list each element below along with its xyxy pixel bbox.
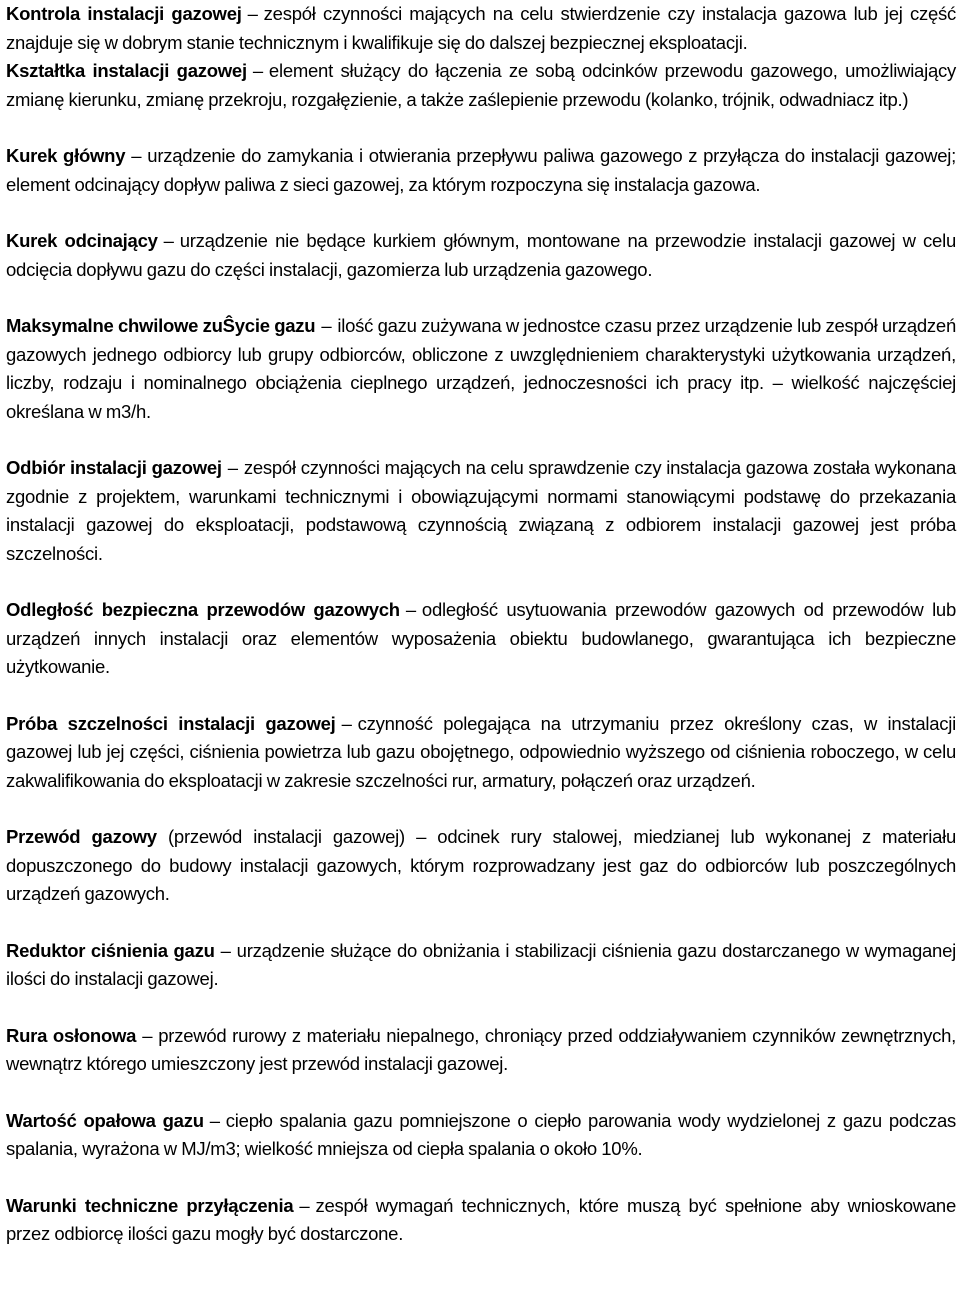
definition-kontrola-instalacji <box>6 0 956 57</box>
definition-term: Próba szczelności instalacji gazowej <box>6 712 336 734</box>
separator-dash: – <box>299 1194 310 1216</box>
definition-term: Wartość opałowa gazu <box>6 1109 204 1131</box>
separator-dash: – <box>163 230 174 251</box>
definition-text: przewód rurowy z materiału niepalnego, chroniący przed oddziaływaniem czynników zewnętrznych, wewnątrz którego umieszczony jest przewód instalacji gazowej. <box>6 1024 956 1074</box>
definition-text: (przewód instalacji gazowej) – odcinek rury stalowej, miedzianej lub wykonanej z materiału dopuszczonego do budowy instalacji gazowych, którym rozprowadzany jest gaz do odbiorców lub poszczególnych urządzeń gazowych. <box>6 826 957 904</box>
separator-dash: – <box>252 60 263 81</box>
separator-dash: – <box>321 315 332 336</box>
definition-text: zespół czynności mających na celu stwierdzenie czy instalacja gazowa lub jej część znajduje się w dobrym stanie technicznym i kwalifikuje się do dalszej bezpiecznej eksploatacji. <box>6 3 956 53</box>
definition-term: Przewód gazowy <box>6 826 157 847</box>
definition-kurek-glowny <box>6 142 956 199</box>
definition-term: Odbiór instalacji gazowej <box>6 457 222 478</box>
definition-term: Odległość bezpieczna przewodów gazowych <box>6 599 400 620</box>
definition-odleglosc-bezpieczna <box>6 596 956 682</box>
definition-text: ciepło spalania gazu pomniejszone o ciepło parowania wody wydzielonej z gazu podczas spalania, wyrażona w MJ/m3; wielkość mniejsza od ciepła spalania o około 10%. <box>6 1109 956 1159</box>
separator-dash: – <box>209 1109 220 1131</box>
definition-maksymalne-zuzycie <box>6 312 956 426</box>
definition-ksztaltka <box>6 57 956 114</box>
definition-term: Kształtka instalacji gazowej <box>6 60 247 81</box>
definition-wartosc-opalowa <box>6 1107 956 1164</box>
definition-term: Warunki techniczne przyłączenia <box>6 1194 294 1216</box>
definition-text: urządzenie do zamykania i otwierania przepływu paliwa gazowego z przyłącza do instalacji gazowej; element odcinający dopływ paliwa z sieci gazowej, za którym rozpoczyna się instalacja gazowa. <box>6 145 956 195</box>
definition-term: Kurek odcinający <box>6 230 158 251</box>
separator-dash: – <box>142 1024 153 1046</box>
separator-dash: – <box>220 939 231 961</box>
definition-text: urządzenie służące do obniżania i stabilizacji ciśnienia gazu dostarczanego w wymaganej ilości do instalacji gazowej. <box>6 939 956 989</box>
definition-term: Maksymalne chwilowe zuŜycie gazu <box>6 315 316 336</box>
document-body <box>6 0 956 1249</box>
definition-reduktor <box>6 937 956 994</box>
definition-term: Rura osłonowa <box>6 1024 137 1046</box>
definition-text: ilość gazu zużywana w jednostce czasu przez urządzenie lub zespół urządzeń gazowych jednego odbiorcy lub grupy odbiorców, obliczone z uwzględnieniem charakterystyki użytkowania urządzeń, liczby, rodzaju i nominalnego obciążenia cieplnego urządzeń, jednoczesności ich pracy itp. – wielkość najczęściej określana w m3/h. <box>6 315 956 422</box>
definition-proba-szczelnosci <box>6 710 956 796</box>
definition-text: czynność polegająca na utrzymaniu przez określony czas, w instalacji gazowej lub jej części, ciśnienia powietrza lub gazu obojętnego, odpowiednio wyższego od ciśnienia roboczego, w celu zakwalifikowania do eksploatacji w zakresie szczelności rur, armatury, połączeń oraz urządzeń. <box>6 712 956 791</box>
definition-odbior-instalacji <box>6 454 956 568</box>
definition-term: Kurek główny <box>6 145 126 166</box>
separator-dash: – <box>227 457 238 478</box>
separator-dash: – <box>131 145 142 166</box>
definition-warunki-techniczne <box>6 1192 956 1249</box>
definition-text: zespół czynności mających na celu sprawdzenie czy instalacja gazowa została wykonana zgodnie z projektem, warunkami technicznymi i obowiązującymi normami stanowiącymi podstawę do przekazania instalacji gazowej do eksploatacji, podstawową czynnością związaną z odbiorem instalacji gazowej jest próba szczelności. <box>6 457 956 564</box>
definition-text: zespół wymagań technicznych, które muszą być spełnione aby wnioskowane przez odbiorcę ilości gazu mogły być dostarczone. <box>6 1194 956 1244</box>
definition-term: Kontrola instalacji gazowej <box>6 3 242 24</box>
definition-text: odległość usytuowania przewodów gazowych od przewodów lub urządzeń innych instalacji oraz elementów wyposażenia obiektu budowlanego, gwarantująca ich bezpieczne użytkowanie. <box>6 599 957 677</box>
definition-rura-oslonowa <box>6 1022 956 1079</box>
definition-text: urządzenie nie będące kurkiem głównym, montowane na przewodzie instalacji gazowej w celu odcięcia dopływu gazu do części instalacji, gazomierza lub urządzenia gazowego. <box>6 230 956 280</box>
separator-dash: – <box>247 3 258 24</box>
definition-przewod-gazowy <box>6 823 956 909</box>
definition-term: Reduktor ciśnienia gazu <box>6 939 215 961</box>
definition-kurek-odcinajacy <box>6 227 956 284</box>
separator-dash: – <box>405 599 416 620</box>
definition-text: element służący do łączenia ze sobą odcinków przewodu gazowego, umożliwiający zmianę kierunku, zmianę przekroju, rozgałęzienie, a także zaślepienie przewodu (kolanko, trójnik, odwadniacz itp.) <box>6 60 956 110</box>
separator-dash: – <box>341 712 352 734</box>
